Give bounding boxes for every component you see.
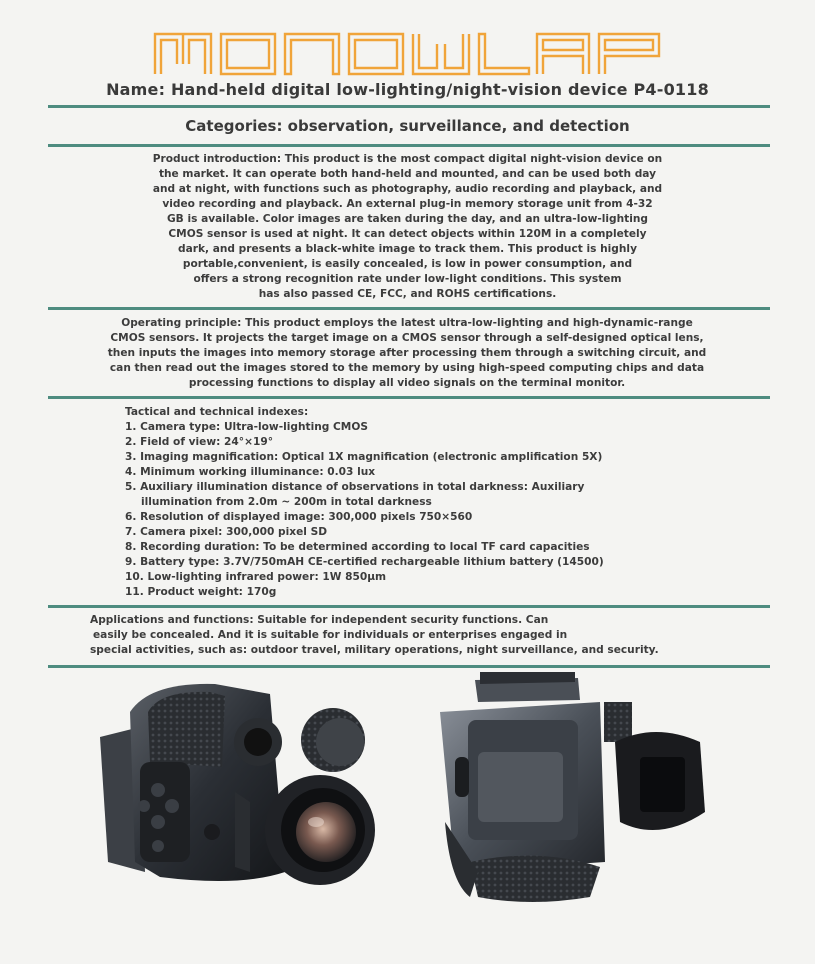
divider: [48, 105, 770, 108]
product-name: Name: Hand-held digital low-lighting/night-vision device P4-0118: [106, 80, 709, 99]
tech-item: 7. Camera pixel: 300,000 pixel SD: [125, 526, 327, 538]
device-rear-view: [440, 672, 705, 902]
text-line: Product introduction: This product is the most compact digital night-vision device on: [152, 153, 663, 165]
brand-logo: [0, 30, 815, 76]
text-line: special activities, such as: outdoor travel, military operations, night surveillance, and security.: [90, 644, 659, 656]
tech-item: 2. Field of view: 24°×19°: [125, 436, 274, 448]
text-line: Applications and functions: Suitable for independent security functions. Can: [90, 614, 549, 626]
product-photos-art: [0, 672, 815, 960]
text-line: has also passed CE, FCC, and ROHS certifications.: [258, 288, 557, 300]
device-front-view: [100, 684, 375, 885]
text-line: portable,convenient, is easily concealed, is low in power consumption, and: [182, 258, 633, 270]
text-line: offers a strong recognition rate under low-light conditions. This system: [193, 273, 622, 285]
tech-item: 5. Auxiliary illumination distance of observations in total darkness: Auxiliary: [125, 481, 585, 493]
tech-item: 11. Product weight: 170g: [125, 586, 277, 598]
text-line: and at night, with functions such as photography, audio recording and playback, and: [152, 183, 663, 195]
divider: [48, 144, 770, 147]
text-line: CMOS sensor is used at night. It can detect objects within 120M in a completely: [168, 228, 647, 240]
operating-principle: [62, 316, 752, 391]
categories: Categories: observation, surveillance, and detection: [185, 117, 630, 135]
tech-item: 8. Recording duration: To be determined according to local TF card capacities: [125, 541, 590, 553]
text-line: video recording and playback. An external plug-in memory storage unit from 4-32: [162, 198, 653, 210]
divider: [48, 396, 770, 399]
text-line: easily be concealed. And it is suitable for individuals or enterprises engaged in: [93, 629, 568, 641]
tech-item: 9. Battery type: 3.7V/750mAH CE-certified rechargeable lithium battery (14500): [125, 556, 604, 568]
tech-item: 3. Imaging magnification: Optical 1X magnification (electronic amplification 5X): [125, 451, 603, 463]
tech-item: illumination from 2.0m ~ 200m in total darkness: [141, 496, 432, 508]
text-line: dark, and presents a black-white image to track them. This product is highly: [178, 243, 637, 255]
text-line: processing functions to display all video signals on the terminal monitor.: [188, 377, 626, 389]
technical-indexes: [125, 405, 604, 600]
text-line: the market. It can operate both hand-held and mounted, and can be used both day: [158, 168, 657, 180]
text-line: can then read out the images stored to the memory by using high-speed computing chips and data: [109, 362, 705, 374]
tech-heading: Tactical and technical indexes:: [125, 406, 309, 418]
text-line: then inputs the images into memory storage after processing them through a switching circuit, and: [107, 347, 707, 359]
product-introduction: [100, 152, 715, 302]
text-line: GB is available. Color images are taken during the day, and an ultra-low-lighting: [166, 213, 649, 225]
divider: [48, 307, 770, 310]
divider: [48, 605, 770, 608]
text-line: CMOS sensors. It projects the target image on a CMOS sensor through a self-designed optical lens,: [110, 332, 704, 344]
tech-item: 1. Camera type: Ultra-low-lighting CMOS: [125, 421, 368, 433]
applications-and-functions: [90, 613, 740, 658]
product-photos: [0, 672, 815, 960]
brand-logo-mark: [153, 30, 663, 76]
text-line: Operating principle: This product employs the latest ultra-low-lighting and high-dynamic-range: [121, 317, 693, 329]
tech-item: 4. Minimum working illuminance: 0.03 lux: [125, 466, 376, 478]
tech-item: 6. Resolution of displayed image: 300,000 pixels 750×560: [125, 511, 473, 523]
divider: [48, 665, 770, 668]
tech-item: 10. Low-lighting infrared power: 1W 850μm: [125, 571, 387, 583]
